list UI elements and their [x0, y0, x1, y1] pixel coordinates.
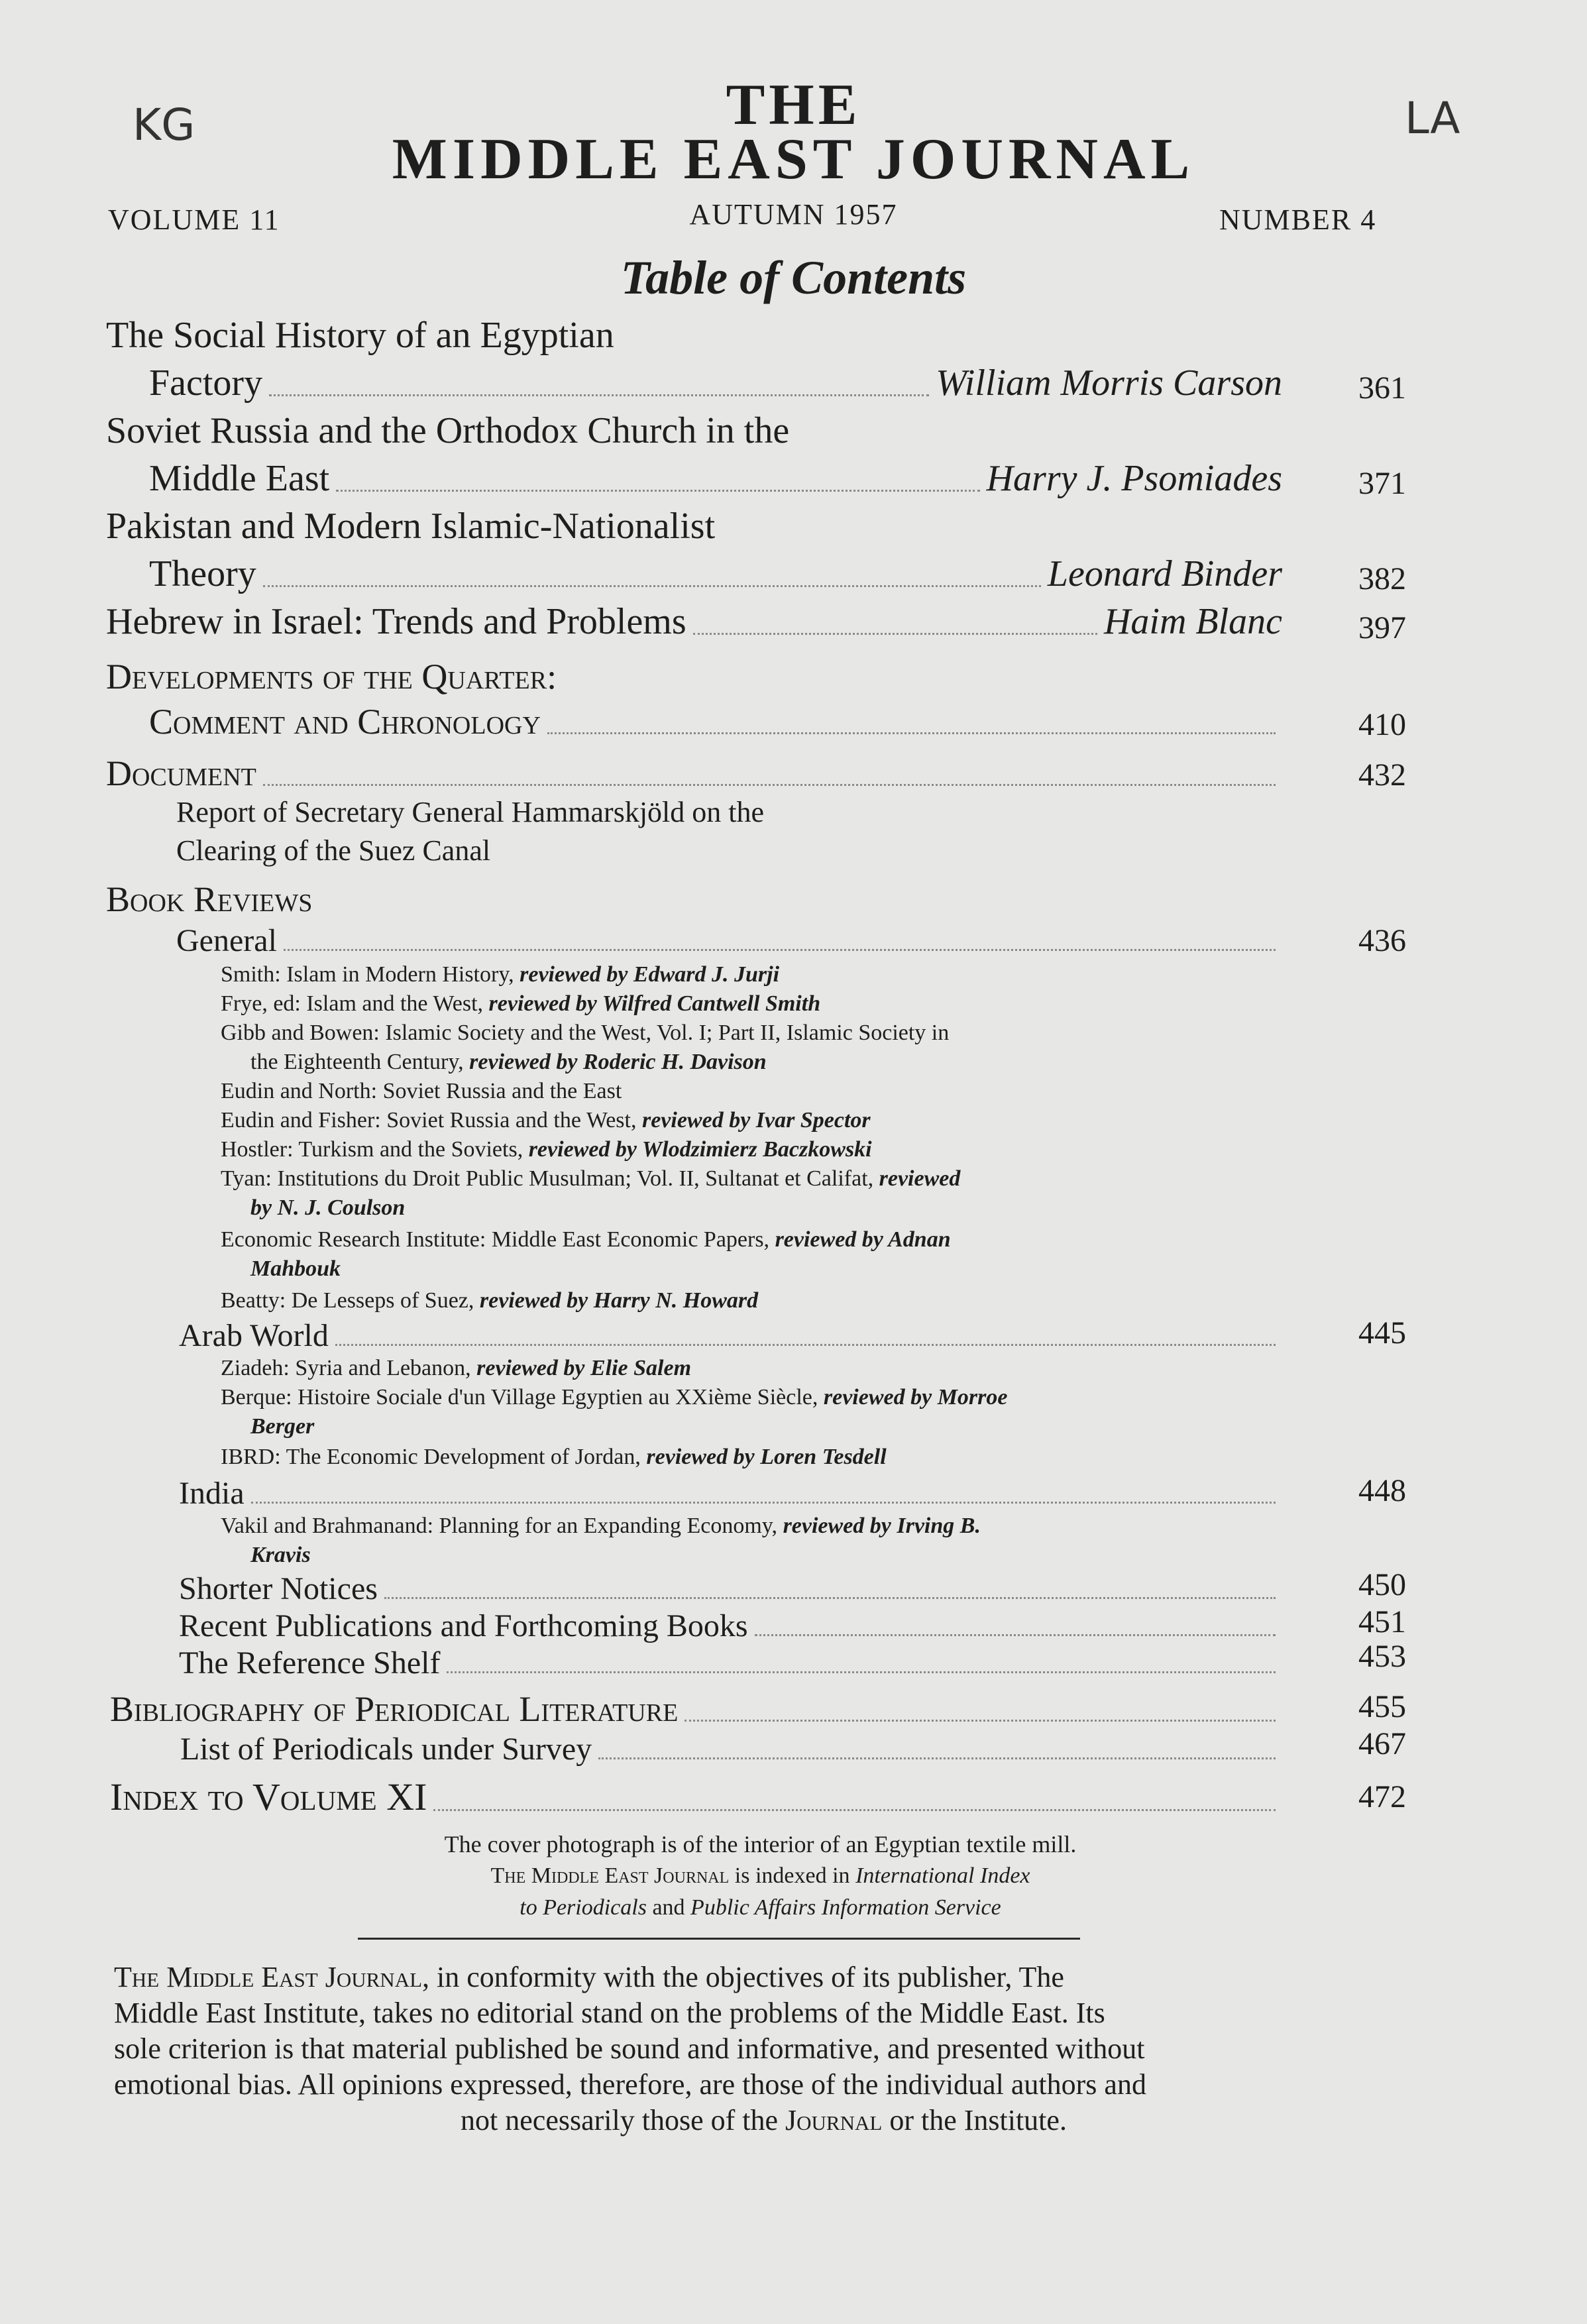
india-page: 448	[1358, 1473, 1406, 1508]
review-entry: Tyan: Institutions du Droit Public Musulman; Vol. II, Sultanat et Califat, reviewed	[221, 1166, 961, 1191]
policy-line3: sole criterion is that material published be sound and informative, and presented without	[114, 2032, 1145, 2065]
general-row	[176, 922, 1282, 959]
cover-note: The cover photograph is of the interior of an Egyptian textile mill.	[444, 1831, 1077, 1857]
periodicals-page: 467	[1358, 1726, 1406, 1761]
article-2-author: Harry J. Psomiades	[986, 458, 1282, 499]
review-entry: Kravis	[250, 1543, 311, 1567]
review-entry: Frye, ed: Islam and the West, reviewed by Wilfred Cantwell Smith	[221, 991, 821, 1016]
review-entry: the Eighteenth Century, reviewed by Roderic H. Davison	[250, 1050, 767, 1074]
review-entry: Hostler: Turkism and the Soviets, reviewed by Wlodzimierz Baczkowski	[221, 1137, 872, 1162]
document-title: Document	[106, 753, 256, 793]
document-page: 432	[1358, 757, 1406, 793]
masthead-the: THE	[726, 73, 861, 137]
article-1-author: William Morris Carson	[936, 362, 1282, 404]
document-desc-line1: Report of Secretary General Hammarskjöld on the	[176, 796, 765, 828]
article-1-row	[149, 362, 1282, 404]
general-page: 436	[1358, 923, 1406, 958]
index-row	[110, 1775, 1282, 1819]
arab-world-row	[179, 1317, 1282, 1354]
developments-line1: Developments of the Quarter:	[106, 657, 557, 696]
reference-shelf-label: The Reference Shelf	[179, 1645, 441, 1681]
policy-line4: emotional bias. All opinions expressed, therefore, are those of the individual authors and	[114, 2068, 1146, 2101]
review-entry: Berger	[250, 1414, 315, 1439]
periodicals-label: List of Periodicals under Survey	[180, 1732, 592, 1767]
season: AUTUMN 1957	[689, 198, 898, 231]
article-3-row	[149, 553, 1282, 595]
developments-line2: Comment and Chronology	[149, 702, 541, 742]
article-4-row	[106, 600, 1282, 643]
toc-heading: Table of Contents	[620, 251, 967, 304]
recent-publications-row	[179, 1608, 1282, 1644]
indexed-note-line1: The Middle East Journal is indexed in International Index	[490, 1863, 1030, 1888]
review-entry: Ziadeh: Syria and Lebanon, reviewed by Elie Salem	[221, 1356, 692, 1380]
article-2-page: 371	[1358, 466, 1406, 501]
bibliography-row	[110, 1688, 1282, 1730]
general-label: General	[176, 923, 277, 958]
review-entry: Berque: Histoire Sociale d'un Village Egyptien au XXième Siècle, reviewed by Morroe	[221, 1385, 1008, 1410]
india-label: India	[179, 1476, 245, 1511]
issue-number: NUMBER 4	[1219, 203, 1377, 236]
recent-publications-page: 451	[1358, 1604, 1406, 1639]
policy-line2: Middle East Institute, takes no editorial stand on the problems of the Middle East. Its	[114, 1997, 1105, 2029]
india-row	[179, 1475, 1282, 1512]
review-entry: Smith: Islam in Modern History, reviewed by Edward J. Jurji	[221, 962, 780, 987]
document-row	[106, 753, 1282, 794]
shorter-notices-row	[179, 1571, 1282, 1607]
index-page: 472	[1358, 1779, 1406, 1814]
handwritten-mark-right: LA	[1405, 93, 1460, 144]
arab-world-page: 445	[1358, 1315, 1406, 1351]
review-entry: Gibb and Bowen: Islamic Society and the West, Vol. I; Part II, Islamic Society in	[221, 1021, 950, 1045]
shorter-notices-page: 450	[1358, 1567, 1406, 1602]
article-4-page: 397	[1358, 610, 1406, 645]
book-reviews-heading: Book Reviews	[106, 879, 313, 919]
journal-title: MIDDLE EAST JOURNAL	[392, 127, 1195, 192]
developments-row	[149, 701, 1282, 742]
arab-world-label: Arab World	[179, 1318, 329, 1353]
recent-publications-label: Recent Publications and Forthcoming Books	[179, 1608, 748, 1643]
policy-line5: not necessarily those of the Journal or the Institute.	[461, 2104, 1067, 2136]
volume: VOLUME 11	[108, 203, 280, 236]
handwritten-mark-left: KG	[133, 99, 195, 150]
review-entry: IBRD: The Economic Development of Jordan, reviewed by Loren Tesdell	[221, 1445, 887, 1469]
shorter-notices-label: Shorter Notices	[179, 1571, 378, 1606]
divider	[358, 1938, 1080, 1940]
article-1-title-line1: The Social History of an Egyptian	[106, 315, 614, 356]
article-2-title-line1: Soviet Russia and the Orthodox Church in the	[106, 410, 790, 451]
article-1-page: 361	[1358, 370, 1406, 406]
review-entry: Eudin and North: Soviet Russia and the East	[221, 1079, 622, 1103]
policy-line1: The Middle East Journal, in conformity with the objectives of its publisher, The	[114, 1961, 1064, 1993]
article-2-row	[149, 457, 1282, 500]
index-title: Index to Volume XI	[110, 1775, 427, 1818]
indexed-note-line2: to Periodicals and Public Affairs Information Service	[520, 1895, 1001, 1920]
article-3-author: Leonard Binder	[1047, 553, 1282, 594]
article-3-title-line2: Theory	[149, 553, 256, 594]
article-3-title-line1: Pakistan and Modern Islamic-Nationalist	[106, 506, 716, 547]
document-desc-line2: Clearing of the Suez Canal	[176, 834, 491, 867]
bibliography-title: Bibliography of Periodical Literature	[110, 1689, 679, 1729]
review-entry: Vakil and Brahmanand: Planning for an Expanding Economy, reviewed by Irving B.	[221, 1514, 981, 1538]
article-4-author: Haim Blanc	[1103, 601, 1282, 642]
article-4-title: Hebrew in Israel: Trends and Problems	[106, 601, 686, 642]
review-entry: Beatty: De Lesseps of Suez, reviewed by Harry N. Howard	[221, 1288, 759, 1313]
bibliography-page: 455	[1358, 1689, 1406, 1724]
periodicals-row	[180, 1731, 1282, 1767]
article-2-title-line2: Middle East	[149, 458, 330, 499]
article-3-page: 382	[1358, 561, 1406, 596]
review-entry: Eudin and Fisher: Soviet Russia and the West, reviewed by Ivar Spector	[221, 1108, 871, 1133]
article-1-title-line2: Factory	[149, 362, 263, 404]
review-entry: Economic Research Institute: Middle East Economic Papers, reviewed by Adnan	[221, 1227, 951, 1252]
reference-shelf-page: 453	[1358, 1639, 1406, 1674]
reference-shelf-row	[179, 1645, 1282, 1681]
developments-page: 410	[1358, 707, 1406, 742]
review-entry: Mahbouk	[250, 1256, 341, 1281]
review-entry: by N. J. Coulson	[250, 1195, 406, 1220]
